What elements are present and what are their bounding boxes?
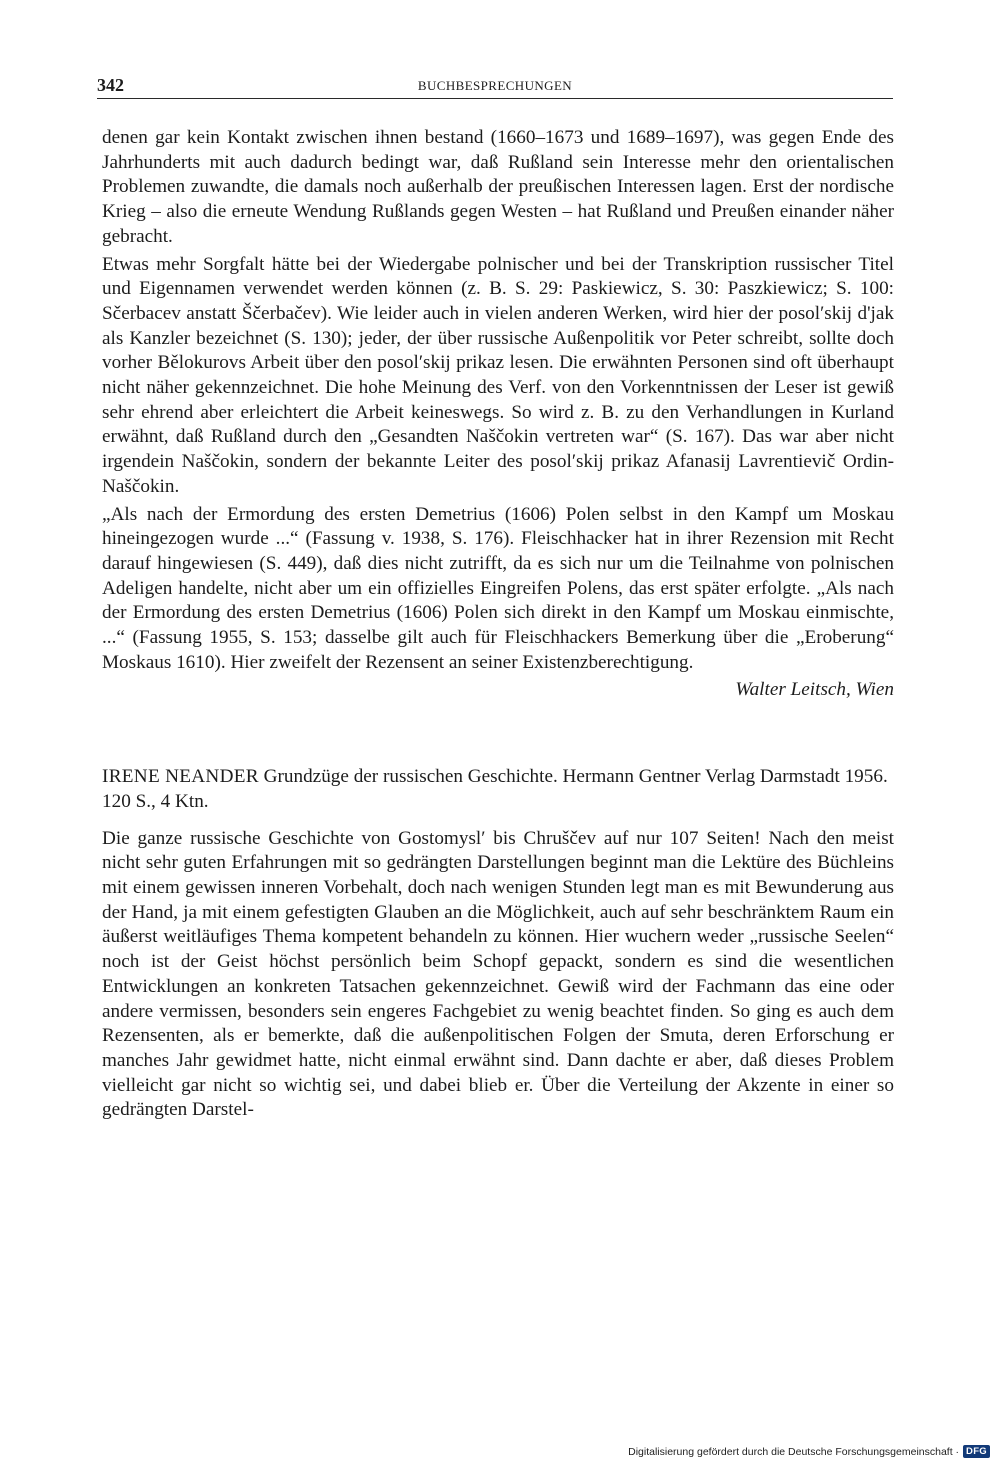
dfg-logo-icon: DFG	[963, 1445, 990, 1458]
running-head-title: BUCHBESPRECHUNGEN	[417, 78, 573, 93]
digitization-footer	[628, 1445, 990, 1458]
review2-author: IRENE NEANDER	[102, 766, 259, 788]
footer-text: Digitalisierung gefördert durch die Deutsche Forschungsgemeinschaft ·	[628, 1445, 960, 1458]
review1-paragraph: denen gar kein Kontakt zwischen ihnen bestand (1660–1673 und 1689–1697), was gegen Ende des Jahrhunderts mit auch dadurch bedingt war, daß Rußland sein Interesse mehr den orientalischen Problemen zuwandte, die damals noch außerhalb der preußischen Interessen lagen. Erst der nordische Krieg – also die erneute Wendung Rußlands gegen Westen – hat Rußland und Preußen einander näher gebracht.	[102, 127, 894, 247]
review2-title: Grundzüge der russischen Geschichte. Hermann Gentner Verlag Darmstadt 1956. 120 S., 4 Ktn.	[102, 766, 888, 812]
review2-heading	[102, 765, 894, 814]
running-header	[97, 74, 893, 99]
review2-paragraph: Die ganze russische Geschichte von Gostomyslʹ bis Chruščev auf nur 107 Seiten! Nach den meist nicht sehr guten Erfahrungen mit so gedrängten Darstellungen beginnt man die Lektüre des Büchleins mit einem gewissen inneren Vorbehalt, doch nach wenigen Stunden legt man es mit Bewunderung aus der Hand, ja mit einem gefestigten Glauben an die Möglichkeit, auch auf sehr beschränktem Raum ein äußerst weitläufiges Thema kompetent behandeln zu können. Hier wuchern weder „russische Seelen“ noch ist der Geist höchst persönlich beim Schopf gepackt, sondern es sind die wesentlichen Entwicklungen an konkreten Tatsachen gekennzeichnet. Gewiß wird der Fachmann das eine oder andere vermissen, besonders sein engeres Fachgebiet zu wenig beachtet finden. So ging es auch dem Rezensenten, als er bemerkte, daß die außenpolitischen Folgen der Smuta, deren Erforschung er manches Jahr gewidmet hatte, nicht einmal erwähnt sind. Dann dachte er aber, daß dieses Problem vielleicht gar nicht so wichtig sei, und dabei blieb er. Über die Verteilung der Akzente in einer so gedrängten Darstel-	[102, 827, 894, 1121]
page-number: 342	[97, 75, 124, 95]
review1-paragraph: „Als nach der Ermordung des ersten Demetrius (1606) Polen selbst in den Kampf um Moskau hineingezogen wurde ...“ (Fassung v. 1938, S. 176). Fleischhacker hat in ihrer Rezension mit Recht darauf hingewiesen (S. 449), daß dies nicht zutrifft, da es sich nur um die Teilnahme von polnischen Adeligen handelte, nicht aber um ein offizielles Eingreifen Polens, das erst später erfolgte. „Als nach der Ermordung des ersten Demetrius (1606) Polen sich direkt in den Kampf um Moskau einmischte, ...“ (Fassung 1955, S. 153; dasselbe gilt auch für Fleischhackers Bemerkung über die „Eroberung“ Moskaus 1610). Hier zweifelt der Rezensent an seiner Existenzberechtigung.	[102, 503, 894, 673]
reviewer-signature: Walter Leitsch, Wien	[735, 679, 894, 701]
review1-paragraph: Etwas mehr Sorgfalt hätte bei der Wiedergabe polnischer und bei der Transkription russischer Titel und Eigennamen verwendet werden können (z. B. S. 29: Paskiewicz, S. 30: Paszkiewicz; S. 100: Sčerbacev anstatt Ščerbačev). Wie leider auch in vielen anderen Werken, wird hier der posolʹskij d'jak als Kanzler bezeichnet (S. 130); jeder, der über russische Außenpolitik vor Peter schreibt, sollte doch vorher Bělokurovs Arbeit über den posolʹskij prikaz lesen. Die erwähnten Personen sind oft überhaupt nicht näher gekennzeichnet. Die hohe Meinung des Verf. von den Vorkenntnissen der Leser ist gewiß sehr ehrend aber erleichtert die Arbeit keineswegs. So wird z. B. zu den Verhandlungen in Kurland erwähnt, daß Rußland durch den „Gesandten Naščokin vertreten war“ (S. 167). Das war aber nicht irgendein Naščokin, sondern der bekannte Leiter des posolʹskij prikaz Afanasij Lavrentievič Ordin-Naščokin.	[102, 253, 894, 497]
text-column	[102, 126, 894, 1126]
